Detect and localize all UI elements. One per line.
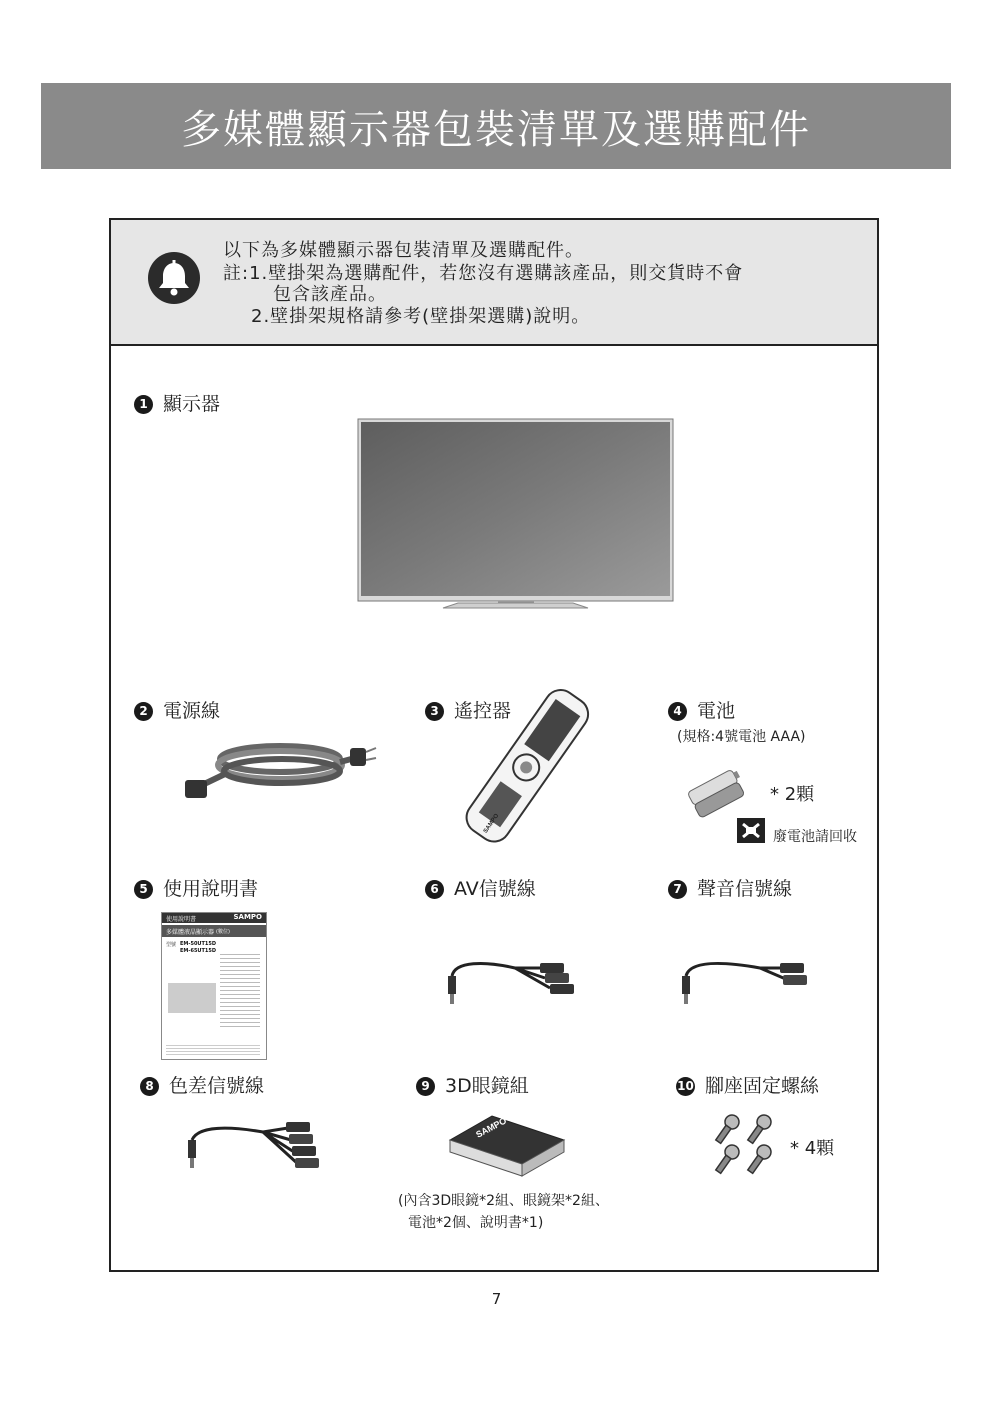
manual-contents-lines — [220, 951, 260, 1027]
item-component-cable-label — [140, 1071, 264, 1098]
manual-header-text: 使用說明書 — [166, 916, 197, 923]
manual-image — [161, 912, 267, 1060]
manual-product: 多媒體液晶顯示器 — [166, 929, 215, 936]
manual-model-label: 型號 — [166, 942, 177, 948]
bell-icon — [148, 252, 200, 304]
item-manual-label — [134, 874, 258, 901]
item-audio-cable-label — [668, 874, 792, 901]
item-label-text: 遙控器 — [454, 700, 512, 722]
note-line-4: 2.壁掛架規格請參考(壁掛架選購)說明。 — [251, 306, 591, 327]
item-power-cord-label — [134, 696, 220, 723]
manual-product-band — [162, 925, 266, 937]
item-label-text: 電源線 — [163, 700, 221, 722]
3d-glasses-desc-2: 電池*2個、說明書*1) — [408, 1215, 544, 1231]
note-box — [111, 220, 877, 346]
recycle-note: 廢電池請回收 — [773, 829, 857, 845]
item-3d-glasses-label — [416, 1071, 529, 1098]
remote-control-image — [445, 688, 610, 848]
manual-model-1: EM-50UT15D — [180, 941, 217, 947]
item-label-text: 顯示器 — [163, 393, 221, 415]
manual-footer-lines — [166, 1043, 260, 1055]
item-number: 3 — [425, 702, 444, 721]
item-label-text: 聲音信號線 — [697, 878, 793, 900]
manual-product-suffix: (數位) — [216, 929, 230, 935]
item-label-text: 電池 — [697, 700, 736, 722]
manual-tv-thumbnail — [168, 983, 216, 1013]
item-label-text: 色差信號線 — [169, 1075, 265, 1097]
3d-glasses-box-image — [448, 1112, 566, 1178]
audio-cable-image — [680, 956, 810, 1016]
item-number: 7 — [668, 880, 687, 899]
tv-display-image — [358, 419, 674, 611]
note-line-1: 以下為多媒體顯示器包裝清單及選購配件。 — [223, 240, 584, 261]
item-number: 8 — [140, 1077, 159, 1096]
item-label-text: 3D眼鏡組 — [445, 1075, 529, 1097]
item-number: 5 — [134, 880, 153, 899]
power-cord-image — [185, 724, 385, 804]
glasses-box-brand: SAMPO — [474, 1115, 509, 1140]
item-number: 2 — [134, 702, 153, 721]
item-label-text: 腳座固定螺絲 — [705, 1075, 820, 1097]
item-number: 1 — [134, 395, 153, 414]
battery-image — [688, 766, 758, 822]
page-number: 7 — [491, 1290, 502, 1308]
component-cable-image — [188, 1118, 323, 1178]
page-title: 多媒體顯示器包裝清單及選購配件 — [181, 106, 811, 153]
item-battery-label — [668, 696, 735, 723]
recycle-icon — [737, 818, 767, 844]
screws-image — [718, 1112, 784, 1176]
item-screws-label — [676, 1071, 819, 1098]
item-label-text: 使用說明書 — [163, 878, 259, 900]
item-number: 6 — [425, 880, 444, 899]
manual-brand: SAMPO — [233, 913, 262, 921]
item-number: 10 — [676, 1077, 695, 1096]
item-label-text: AV信號線 — [454, 878, 536, 900]
note-line-2: 註:1.壁掛架為選購配件，若您沒有選購該產品，則交貨時不會 — [223, 263, 744, 284]
title-banner — [41, 83, 951, 169]
item-av-cable-label — [425, 874, 536, 901]
3d-glasses-desc-1: (內含3D眼鏡*2組、眼鏡架*2組、 — [398, 1193, 609, 1209]
battery-quantity: * 2顆 — [770, 784, 815, 805]
note-line-3: 包含該產品。 — [273, 284, 387, 305]
manual-model-2: EM-65UT15D — [180, 948, 217, 954]
manual-header — [162, 913, 266, 923]
screws-quantity: * 4顆 — [790, 1138, 835, 1159]
remote-brand-logo: SAMPO — [482, 813, 501, 835]
item-number: 9 — [416, 1077, 435, 1096]
av-cable-image — [445, 956, 575, 1016]
battery-spec: (規格:4號電池 AAA) — [677, 729, 806, 745]
item-number: 4 — [668, 702, 687, 721]
item-display-label — [134, 389, 220, 416]
